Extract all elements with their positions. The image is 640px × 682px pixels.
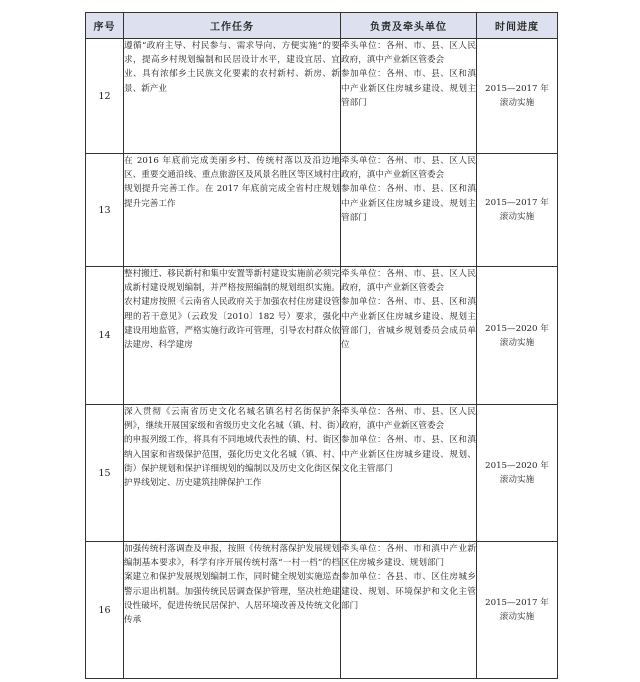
resp-cell [341,39,477,154]
task-cell: 加强传统村落调查及申报，按照《传统村落保护发展规划编制基本要求》，科学有序开展传统村落“一村一档”的档案建立和保护发展规划编制工作，同时健全规划实施巡查警示退出机制。加强传统民居调查保护管理，坚决杜绝建设性破坏，促进传统民居保护、人居环境改善及传统文化传承 [124,542,341,679]
resp-cell [341,542,477,679]
row-number: 16 [86,542,124,679]
row-number: 12 [86,39,124,154]
row-number: 15 [86,405,124,542]
time-cell [477,542,558,679]
table-row [86,154,558,267]
resp-cell [341,267,477,405]
time-note: 滚动实施 [499,212,535,222]
resp-part: 参加单位：各州、市、县、区和滇中产业新区住房城乡建设、规划、文化主管部门 [341,435,476,474]
table-body [86,39,558,679]
table-header [86,13,558,39]
time-cell [477,405,558,542]
table-row [86,542,558,679]
time-year: 2015—2020 年 [485,323,549,334]
header-row [86,13,558,39]
header-time: 时间进度 [477,13,558,39]
header-num: 序号 [86,13,124,39]
header-resp: 负责及牵头单位 [341,13,477,39]
time-note: 滚动实施 [499,612,535,622]
resp-part: 参加单位：各州、市、县、区和滇中产业新区住房城乡建设、规划主管部门 [341,184,476,223]
time-note: 滚动实施 [499,337,535,348]
time-cell [477,154,558,267]
task-cell: 在 2016 年底前完成美丽乡村、传统村落以及沿边地区、重要交通沿线、重点旅游区及风景名胜区等区域村庄规划提升完善工作。在 2017 年底前完成全省村庄规划提升完善工作 [124,154,341,267]
time-year: 2015—2017 年 [485,198,549,208]
task-cell: 整村搬迁、移民新村和集中安置等新村建设实施前必须完成新村建设规划编制，并严格按照编制的规划组织实施。农村建房按照《云南省人民政府关于加强农村住房建设管理的若干意见》（云政发〔2010〕182 号）要求，强化建设用地监管，严格实施行政许可管理，引导农村群众依法建房、科学建房 [124,267,341,405]
resp-lead: 牵头单位：各州、市、县、区人民政府，滇中产业新区管委会 [341,269,476,294]
time-year: 2015—2017 年 [485,84,549,94]
task-cell: 遵循“政府主导、村民参与、需求导向、方便实施”的要求，提高乡村规划编制和民居设计水平，建设宜居、宜业、具有浓郁乡土民族文化要素的农村新村、新房、新景、新产业 [124,39,341,154]
table-row [86,39,558,154]
time-cell [477,39,558,154]
resp-lead: 牵头单位：各州、市、县、区人民政府，滇中产业新区管委会 [341,41,476,66]
resp-part: 参加单位：各县、市、区住房城乡建设、规划、环境保护和文化主管部门 [341,572,476,611]
time-year: 2015—2017 年 [485,598,549,608]
row-number: 14 [86,267,124,405]
resp-lead: 牵头单位：各州、市和滇中产业新区住房城乡建设、规划部门 [341,544,476,569]
task-cell: 深入贯彻《云南省历史文化名城名镇名村名街保护条例》，继续开展国家级和省级历史文化名城（镇、村、街）的申报列级工作，将具有不同地域代表性的镇、村、街区纳入国家和省级保护范围，强化历史文化名城（镇、村、街）保护规划和保护详细规划的编制以及历史文化街区保护界线划定、历史建筑挂牌保护工作 [124,405,341,542]
resp-lead: 牵头单位：各州、市、县、区人民政府，滇中产业新区管委会 [341,156,476,181]
header-task: 工作任务 [124,13,341,39]
time-cell [477,267,558,405]
resp-cell [341,405,477,542]
row-number: 13 [86,154,124,267]
table-row [86,267,558,405]
time-note: 滚动实施 [499,475,535,485]
resp-part: 参加单位：各州、市、县、区和滇中产业新区住房城乡建设、规划主管部门 [341,69,476,108]
resp-lead: 牵头单位：各州、市、县、区人民政府，滇中产业新区管委会 [341,407,476,432]
resp-cell [341,154,477,267]
time-note: 滚动实施 [499,98,535,108]
task-table [85,12,558,679]
resp-part: 参加单位：各州、市、县、区和滇中产业新区住房城乡建设、规划主管部门，省城乡规划委员会成员单位 [341,297,476,351]
table-row [86,405,558,542]
time-year: 2015—2020 年 [485,461,549,471]
